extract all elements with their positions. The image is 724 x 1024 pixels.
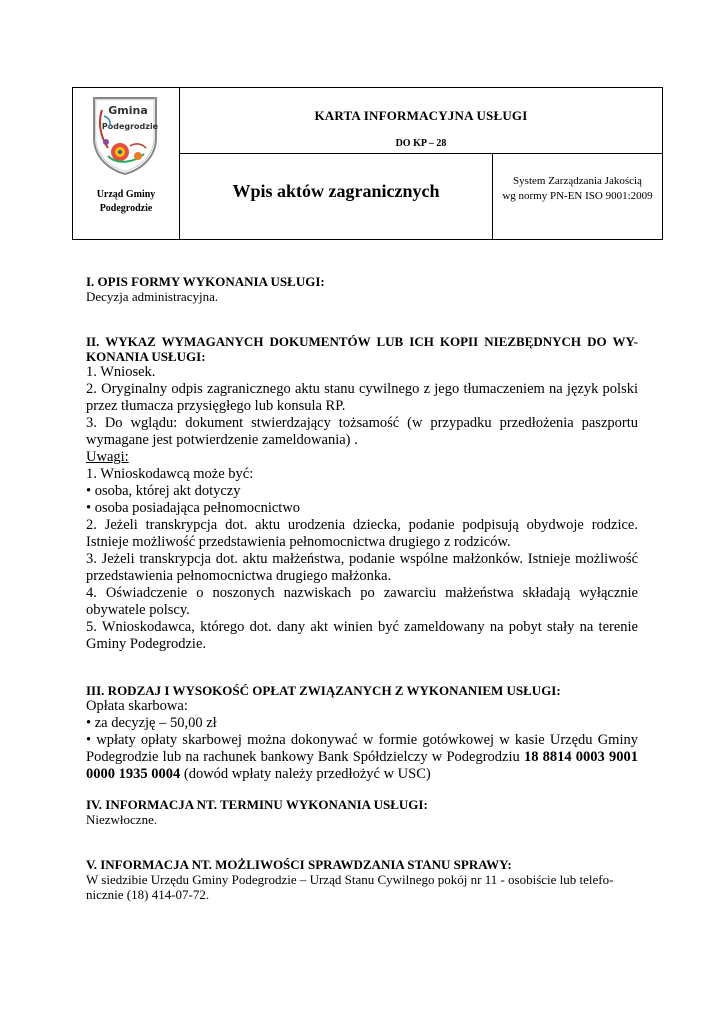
service-name: Wpis aktów zagranicznych — [232, 181, 440, 201]
card-code: DO KP – 28 — [395, 138, 447, 149]
card-title: KARTA INFORMACYJNA USŁUGI — [314, 108, 528, 123]
service-name-cell — [180, 154, 493, 239]
quality-system-line1: System Zarządzania Jakością — [513, 175, 642, 187]
section-title: I. OPIS FORMY WYKONANIA USŁUGI: — [86, 274, 325, 289]
bank-account-number: 18 8814 0003 9001 0000 1935 0004 — [86, 749, 638, 782]
section-form — [86, 274, 638, 304]
section-body: Niezwłoczne. — [86, 812, 158, 827]
note-item: 2. Jeżeli transkrypcja dot. aktu urodzenia dziecka, podanie podpisują obydwoje rodzice. Istnieje możliwość przedstawienia pełnomocnictwa drugiego z rodziców. — [86, 517, 638, 550]
fee-payment-note: (dowód wpłaty należy przedłożyć w USC) — [180, 766, 431, 782]
header-table — [72, 87, 663, 240]
section-body: W siedzibie Urzędu Gminy Podegrodzie – Urząd Stanu Cywilnego pokój nr 11 - osobiście lub telefo-nicznie (18) 414-07-72. — [86, 872, 614, 902]
logo-text-gmina: Gmina — [108, 104, 148, 117]
gmina-crest-logo — [90, 94, 160, 176]
section-title: II. WYKAZ WYMAGANYCH DOKUMENTÓW LUB ICH KOPII NIEZBĘDNYCH DO WY-KONANIA USŁUGI: — [86, 334, 638, 364]
section-fees — [86, 683, 638, 783]
section-body: Decyzja administracyjna. — [86, 289, 219, 304]
note-item: 3. Jeżeli transkrypcja dot. aktu małżeństwa, podanie wspólne małżonków. Istnieje możliwość przedstawienia pełnomocnictwa drugiego małżonka. — [86, 551, 638, 584]
logo-cell — [73, 88, 180, 239]
note-item: • osoba, której akt dotyczy — [86, 483, 241, 499]
quality-system-cell — [493, 154, 662, 239]
section-status — [86, 857, 638, 902]
section-deadline — [86, 797, 638, 827]
note-item: 5. Wnioskodawca, którego dot. dany akt winien być zameldowany na pobyt stały na terenie Gminy Podegrodzie. — [86, 619, 638, 652]
fee-payment-info — [86, 732, 638, 783]
document-content — [86, 274, 638, 902]
section-title: III. RODZAJ I WYSOKOŚĆ OPŁAT ZWIĄZANYCH Z WYKONANIEM USŁUGI: — [86, 683, 561, 698]
document-item: 3. Do wglądu: dokument stwierdzający tożsamość (w przypadku przedłożenia paszportu wymagane jest potwierdzenie zameldowania) . — [86, 415, 638, 448]
section-documents — [86, 334, 638, 653]
section-title: V. INFORMACJA NT. MOŻLIWOŚCI SPRAWDZANIA STANU SPRAWY: — [86, 857, 512, 872]
section-title: IV. INFORMACJA NT. TERMINU WYKONANIA USŁUGI: — [86, 797, 428, 812]
fee-line: • za decyzję – 50,00 zł — [86, 715, 217, 731]
note-item: 1. Wnioskodawcą może być: — [86, 466, 254, 482]
quality-system-text — [493, 174, 662, 204]
office-name: Urząd Gminy Podegrodzie — [96, 189, 156, 214]
document-item: 2. Oryginalny odpis zagranicznego aktu stanu cywilnego z jego tłumaczeniem na język polski przez tłumacza przysięgłego lub konsula RP. — [86, 381, 638, 414]
notes-label: Uwagi: — [86, 449, 129, 465]
note-item: 4. Oświadczenie o noszonych nazwiskach po zawarciu małżeństwa składają wyłącznie obywatele polscy. — [86, 585, 638, 618]
quality-system-line2: wg normy PN-EN ISO 9001:2009 — [502, 190, 653, 202]
logo-text-podegrodzie: Podegrodzie — [101, 122, 159, 131]
document-item: 1. Wniosek. — [86, 364, 156, 380]
fee-line: Opłata skarbowa: — [86, 698, 188, 714]
title-cell — [180, 88, 662, 154]
note-item: • osoba posiadająca pełnomocnictwo — [86, 500, 301, 516]
fee-payment-text: • wpłaty opłaty skarbowej można dokonywać w formie gotówkowej w kasie Urzędu Gminy Podegrodzie lub na rachunek bankowy Bank Spółdzielczy w Podegrodziu — [86, 732, 638, 765]
